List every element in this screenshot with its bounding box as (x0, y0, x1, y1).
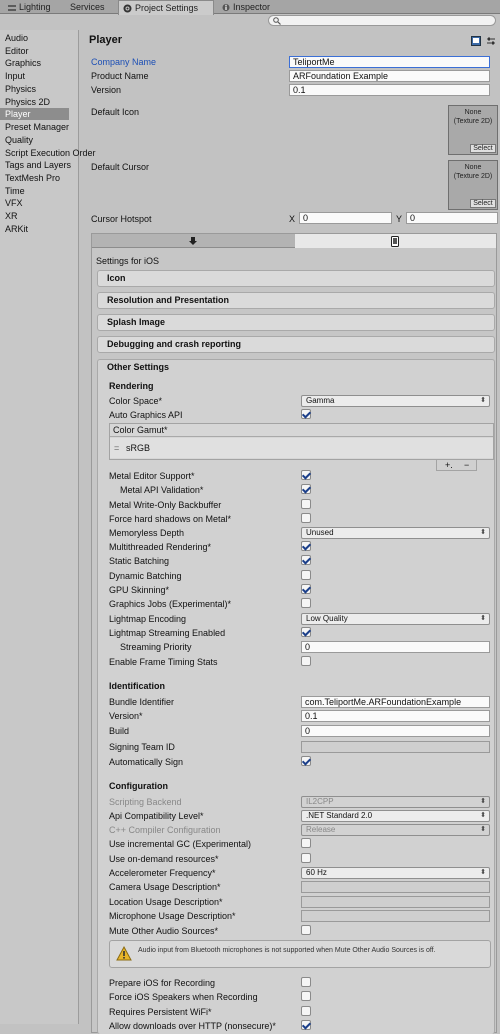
cpp-compiler-config-dropdown[interactable]: Release ⬍ (301, 824, 490, 836)
bundle-identifier-field[interactable]: com.TeliportMe.ARFoundationExample (301, 696, 490, 708)
metal-api-validation-checkbox[interactable] (301, 484, 311, 494)
scripting-backend-label: Scripting Backend (109, 797, 182, 807)
microphone-usage-field[interactable] (301, 910, 490, 922)
default-cursor-slot[interactable] (448, 160, 498, 210)
microphone-usage-label: Microphone Usage Description* (109, 911, 236, 921)
metal-editor-support-checkbox[interactable] (301, 470, 311, 480)
location-usage-field[interactable] (301, 896, 490, 908)
signing-team-id-field[interactable] (301, 741, 490, 753)
warning-icon (116, 946, 132, 961)
signing-team-id-label: Signing Team ID (109, 742, 175, 752)
memoryless-depth-label: Memoryless Depth (109, 528, 185, 538)
default-cursor-select-button[interactable]: Select (470, 199, 496, 208)
bundle-identifier-label: Bundle Identifier (109, 697, 175, 707)
sidebar-item-arkit[interactable]: ARKit (5, 224, 29, 234)
color-gamut-item[interactable]: = sRGB (110, 438, 493, 458)
lightmap-encoding-dropdown[interactable]: Low Quality ⬍ (301, 613, 490, 625)
hotspot-y-field[interactable]: 0 (406, 212, 498, 224)
auto-graphics-api-checkbox[interactable] (301, 409, 311, 419)
default-icon-select-button[interactable]: Select (470, 144, 496, 153)
force-hard-shadows-label: Force hard shadows on Metal* (109, 514, 232, 524)
default-icon-slot[interactable] (448, 105, 498, 155)
sidebar-item-input[interactable]: Input (5, 71, 26, 81)
auto-graphics-api-label: Auto Graphics API (109, 410, 183, 420)
platform-settings-panel (91, 233, 497, 1033)
multithreaded-rendering-label: Multithreaded Rendering* (109, 542, 212, 552)
download-arrow-icon (189, 237, 197, 246)
camera-usage-label: Camera Usage Description* (109, 882, 221, 892)
api-compatibility-label: Api Compatibility Level* (109, 811, 204, 821)
tab-project-settings[interactable] (118, 0, 214, 15)
scripting-backend-dropdown[interactable]: IL2CPP ⬍ (301, 796, 490, 808)
section-icon[interactable]: Icon (97, 270, 495, 287)
mobile-phone-icon (391, 236, 399, 247)
sidebar-item-player[interactable]: Player (0, 108, 69, 120)
section-debugging[interactable]: Debugging and crash reporting (97, 336, 495, 353)
settings-for-ios-label: Settings for iOS (96, 256, 160, 266)
tab-lighting-label: Lighting (19, 2, 51, 12)
window-tab-bar (0, 0, 500, 14)
multithreaded-rendering-checkbox[interactable] (301, 541, 311, 551)
automatically-sign-checkbox[interactable] (301, 756, 311, 766)
force-speakers-checkbox[interactable] (301, 991, 311, 1001)
sidebar-item-physics-2d[interactable]: Physics 2D (5, 97, 51, 107)
force-hard-shadows-checkbox[interactable] (301, 513, 311, 523)
search-icon (273, 17, 281, 25)
tab-services-label: Services (70, 2, 105, 12)
search-input[interactable] (268, 15, 496, 26)
tab-ios[interactable] (295, 234, 496, 248)
cursor-none-text: None (464, 164, 482, 171)
hotspot-y-label: Y (396, 214, 403, 224)
location-usage-label: Location Usage Description* (109, 897, 223, 907)
frame-timing-stats-label: Enable Frame Timing Stats (109, 657, 218, 667)
tab-inspector[interactable] (218, 0, 288, 14)
tab-lighting[interactable] (4, 0, 64, 14)
color-gamut-list-buttons (436, 460, 477, 471)
sidebar-item-preset-manager[interactable]: Preset Manager (5, 122, 70, 132)
streaming-priority-field[interactable]: 0 (301, 641, 490, 653)
tab-services[interactable] (66, 0, 116, 14)
default-cursor-label: Default Cursor (91, 162, 150, 172)
ios-version-field[interactable]: 0.1 (301, 710, 490, 722)
color-gamut-list (109, 423, 494, 460)
settings-sidebar (0, 30, 96, 1024)
player-settings-main (80, 30, 500, 1031)
persistent-wifi-checkbox[interactable] (301, 1006, 311, 1016)
frame-timing-stats-checkbox[interactable] (301, 656, 311, 666)
prepare-ios-recording-label: Prepare iOS for Recording (109, 978, 216, 988)
sidebar-item-audio[interactable]: Audio (5, 33, 29, 43)
lighting-tab-icon (8, 4, 16, 12)
allow-http-label: Allow downloads over HTTP (nonsecure)* (109, 1021, 276, 1031)
bluetooth-warning-helpbox (109, 940, 491, 968)
color-gamut-header: Color Gamut* (110, 424, 493, 437)
sidebar-item-editor[interactable]: Editor (5, 46, 29, 56)
preset-sliders-icon[interactable] (486, 36, 496, 46)
company-name-label: Company Name (91, 57, 157, 67)
incremental-gc-checkbox[interactable] (301, 838, 311, 848)
sidebar-item-xr[interactable]: XR (5, 211, 18, 221)
list-remove-button[interactable]: − (464, 460, 470, 470)
metal-api-validation-label: Metal API Validation* (120, 485, 204, 495)
build-field[interactable]: 0 (301, 725, 490, 737)
cpp-compiler-config-label: C++ Compiler Configuration (109, 825, 221, 835)
ios-version-label: Version* (109, 711, 143, 721)
section-splash-image[interactable]: Splash Image (97, 314, 495, 331)
dynamic-batching-checkbox[interactable] (301, 570, 311, 580)
cursor-type-text: (Texture 2D) (453, 173, 493, 180)
identification-heading: Identification (109, 681, 165, 691)
hotspot-x-label: X (289, 214, 296, 224)
build-label: Build (109, 726, 130, 736)
hotspot-x-field[interactable]: 0 (299, 212, 392, 224)
force-speakers-label: Force iOS Speakers when Recording (109, 992, 258, 1002)
lightmap-streaming-label: Lightmap Streaming Enabled (109, 628, 226, 638)
section-resolution[interactable]: Resolution and Presentation (97, 292, 495, 309)
camera-usage-field[interactable] (301, 881, 490, 893)
sidebar-item-tags-and-layers[interactable]: Tags and Layers (5, 160, 72, 170)
static-batching-checkbox[interactable] (301, 555, 311, 565)
default-icon-label: Default Icon (91, 107, 140, 117)
graphics-jobs-checkbox[interactable] (301, 598, 311, 608)
configuration-heading: Configuration (109, 781, 168, 791)
info-icon (222, 3, 230, 12)
sidebar-item-vfx[interactable]: VFX (5, 198, 23, 208)
product-name-field[interactable]: ARFoundation Example (289, 70, 490, 82)
gpu-skinning-checkbox[interactable] (301, 584, 311, 594)
section-other-settings-label: Other Settings (107, 362, 170, 372)
help-book-icon[interactable] (471, 36, 481, 46)
company-name-field[interactable]: TeliportMe (289, 56, 490, 68)
static-batching-label: Static Batching (109, 556, 170, 566)
accelerometer-frequency-dropdown[interactable]: 60 Hz ⬍ (301, 867, 490, 879)
mute-other-audio-checkbox[interactable] (301, 925, 311, 935)
platform-tabs (92, 234, 496, 248)
tab-standalone[interactable] (92, 234, 295, 248)
automatically-sign-label: Automatically Sign (109, 757, 184, 767)
sidebar-item-time[interactable]: Time (5, 186, 25, 196)
lightmap-streaming-checkbox[interactable] (301, 627, 311, 637)
icon-type-text: (Texture 2D) (453, 118, 493, 125)
bluetooth-warning-text: Audio input from Bluetooth microphones is not supported when Mute Other Audio Sources is off. (138, 947, 436, 954)
memoryless-depth-dropdown[interactable]: Unused ⬍ (301, 527, 490, 539)
icon-none-text: None (464, 109, 482, 116)
page-title: Player (89, 34, 123, 46)
color-space-label: Color Space* (109, 396, 163, 406)
dynamic-batching-label: Dynamic Batching (109, 571, 182, 581)
graphics-jobs-label: Graphics Jobs (Experimental)* (109, 599, 232, 609)
streaming-priority-label: Streaming Priority (120, 642, 192, 652)
allow-http-checkbox[interactable] (301, 1020, 311, 1030)
version-label: Version (91, 85, 122, 95)
sidebar-item-graphics[interactable]: Graphics (5, 58, 42, 68)
prepare-ios-recording-checkbox[interactable] (301, 977, 311, 987)
list-add-button[interactable]: +. (445, 460, 453, 470)
version-field[interactable]: 0.1 (289, 84, 490, 96)
api-compatibility-dropdown[interactable]: .NET Standard 2.0 ⬍ (301, 810, 490, 822)
sidebar-item-textmesh-pro[interactable]: TextMesh Pro (5, 173, 61, 183)
on-demand-resources-checkbox[interactable] (301, 853, 311, 863)
tab-project-settings-label: Project Settings (135, 3, 199, 13)
lightmap-encoding-label: Lightmap Encoding (109, 614, 187, 624)
metal-editor-support-label: Metal Editor Support* (109, 471, 195, 481)
mute-other-audio-label: Mute Other Audio Sources* (109, 926, 219, 936)
accelerometer-frequency-label: Accelerometer Frequency* (109, 868, 216, 878)
rendering-heading: Rendering (109, 381, 154, 391)
sidebar-item-quality[interactable]: Quality (5, 135, 34, 145)
gpu-skinning-label: GPU Skinning* (109, 585, 170, 595)
gear-icon (123, 4, 132, 13)
tab-inspector-label: Inspector (233, 2, 271, 12)
persistent-wifi-label: Requires Persistent WiFi* (109, 1007, 212, 1017)
sidebar-item-script-execution[interactable]: Script Execution Order (5, 148, 96, 158)
on-demand-resources-label: Use on-demand resources* (109, 854, 219, 864)
sidebar-item-physics[interactable]: Physics (5, 84, 37, 94)
metal-write-only-checkbox[interactable] (301, 499, 311, 509)
product-name-label: Product Name (91, 71, 149, 81)
metal-write-only-label: Metal Write-Only Backbuffer (109, 500, 222, 510)
incremental-gc-label: Use incremental GC (Experimental) (109, 839, 252, 849)
color-space-dropdown[interactable]: Gamma ⬍ (301, 395, 490, 407)
cursor-hotspot-label: Cursor Hotspot (91, 214, 152, 224)
